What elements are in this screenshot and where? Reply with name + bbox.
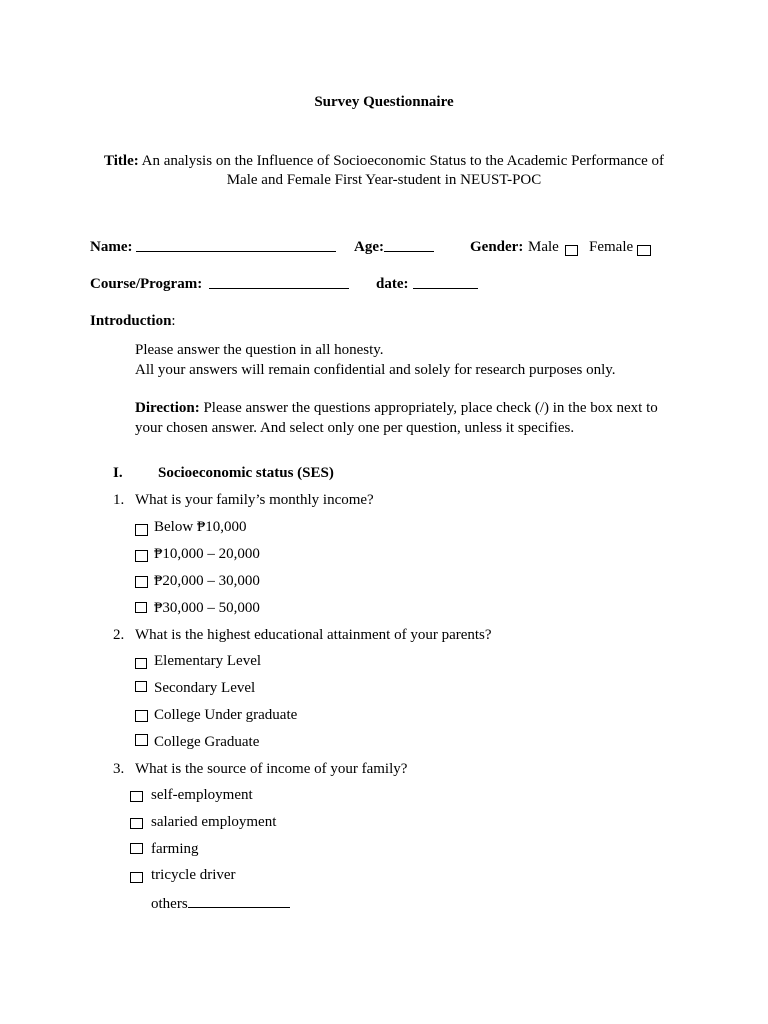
- checkbox[interactable]: [130, 791, 143, 802]
- option-label: self-employment: [151, 787, 253, 803]
- checkbox[interactable]: [135, 602, 147, 613]
- intro-line-2: All your answers will remain confidential and solely for research purposes only.: [135, 362, 616, 378]
- introduction-colon: :: [171, 313, 176, 329]
- checkbox[interactable]: [130, 843, 143, 854]
- option-label: ₱20,000 – 30,000: [154, 573, 260, 589]
- checkbox[interactable]: [135, 734, 148, 746]
- title-text-line-2: Male and Female First Year-student in NEUST-POC: [226, 172, 542, 188]
- option-label: salaried employment: [151, 814, 277, 830]
- introduction-label: Introduction: [90, 313, 172, 329]
- option-label: Below ₱10,000: [154, 519, 247, 535]
- option-label: College Graduate: [154, 734, 260, 750]
- date-field[interactable]: [413, 276, 478, 294]
- title-line-1: [0, 153, 768, 170]
- title-label: Title:: [104, 153, 139, 169]
- date-label: date:: [376, 276, 409, 292]
- male-label: Male: [528, 239, 559, 255]
- question-1-text: What is your family’s monthly income?: [135, 492, 374, 508]
- option-label: Secondary Level: [154, 680, 256, 696]
- introduction-heading: [90, 313, 176, 330]
- name-field[interactable]: [136, 239, 336, 257]
- checkbox[interactable]: [135, 550, 148, 562]
- age-label: Age:: [354, 239, 384, 255]
- question-2-text: What is the highest educational attainment of your parents?: [135, 627, 492, 643]
- direction-label: Direction:: [135, 400, 200, 416]
- option-label: tricycle driver: [151, 867, 236, 883]
- female-checkbox[interactable]: [637, 243, 651, 260]
- intro-line-1: Please answer the question in all honesty.: [135, 342, 384, 358]
- section-title: Socioeconomic status (SES): [158, 465, 334, 481]
- checkbox[interactable]: [135, 681, 147, 692]
- course-field[interactable]: [209, 276, 349, 294]
- option-label: ₱30,000 – 50,000: [154, 600, 260, 616]
- survey-heading: Survey Questionnaire: [314, 94, 454, 110]
- q3-others: [151, 894, 290, 913]
- option-label: farming: [151, 841, 199, 857]
- section-numeral: I.: [113, 465, 123, 481]
- male-checkbox[interactable]: [565, 243, 578, 260]
- checkbox[interactable]: [135, 658, 147, 669]
- question-1-number: 1.: [113, 492, 125, 508]
- checkbox[interactable]: [135, 710, 148, 722]
- option-label: Elementary Level: [154, 653, 262, 669]
- direction-text-1: Please answer the questions appropriately, place check (/) in the box next to: [203, 400, 658, 416]
- question-2-number: 2.: [113, 627, 125, 643]
- checkbox[interactable]: [135, 524, 148, 536]
- question-3-number: 3.: [113, 761, 125, 777]
- direction-line-1: [135, 400, 658, 417]
- checkbox[interactable]: [130, 872, 143, 883]
- question-3-text: What is the source of income of your family?: [135, 761, 408, 777]
- checkbox[interactable]: [130, 818, 143, 829]
- female-label: Female: [589, 239, 634, 255]
- course-label: Course/Program:: [90, 276, 203, 292]
- title-text-line-1: An analysis on the Influence of Socioeconomic Status to the Academic Performance of: [141, 153, 664, 169]
- others-label: others: [151, 896, 188, 912]
- option-label: College Under graduate: [154, 707, 298, 723]
- gender-label: Gender:: [470, 239, 524, 255]
- others-field[interactable]: [188, 894, 290, 908]
- age-field[interactable]: [384, 239, 434, 257]
- direction-line-2: your chosen answer. And select only one per question, unless it specifies.: [135, 420, 575, 436]
- name-label: Name:: [90, 239, 133, 255]
- option-label: ₱10,000 – 20,000: [154, 546, 260, 562]
- checkbox[interactable]: [135, 576, 148, 588]
